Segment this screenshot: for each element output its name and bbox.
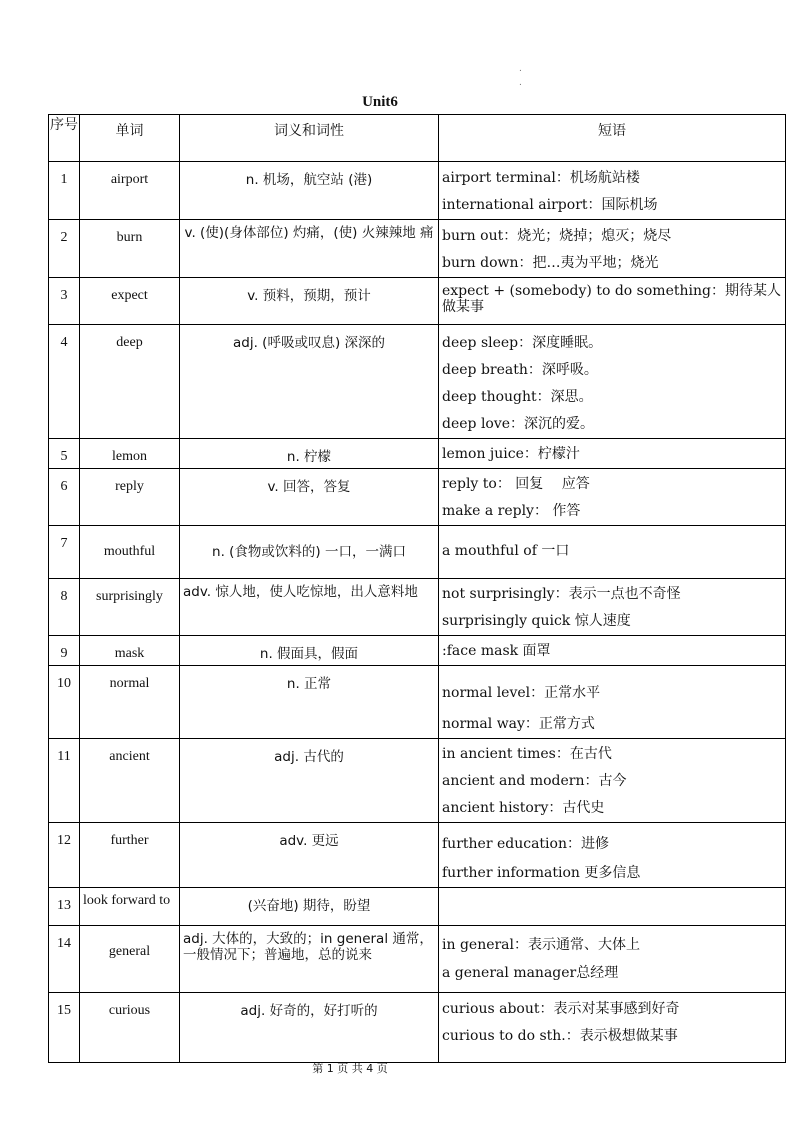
- word-cell: look forward to: [80, 888, 180, 926]
- meaning-cell: adv. 更远: [180, 823, 439, 888]
- meaning-cell: n. 假面具，假面: [180, 636, 439, 666]
- word-cell: curious: [80, 993, 180, 1063]
- phrase-line: in ancient times：在古代: [442, 746, 612, 762]
- row-number: 12: [49, 823, 80, 888]
- page-footer: 第 1 页 共 4 页: [312, 1062, 388, 1075]
- table-row: [49, 666, 786, 739]
- row-number: 15: [49, 993, 80, 1063]
- meaning-cell: v. 回答，答复: [180, 469, 439, 526]
- word-cell: reply: [80, 469, 180, 526]
- phrase-line: lemon juice：柠檬汁: [442, 446, 580, 462]
- header-number: 序号: [49, 115, 80, 162]
- phrase-line: deep love：深沉的爱。: [442, 416, 595, 432]
- phrases-cell: [439, 278, 786, 325]
- meaning-cell: adj. 大体的，大致的；in general 通常，一般情况下；普遍地，总的说来: [180, 926, 439, 993]
- phrase-line: in general：表示通常、大体上: [442, 937, 641, 953]
- phrase-line: a general manager总经理: [442, 965, 619, 981]
- meaning-cell: v. (使)(身体部位) 灼痛，(使) 火辣辣地 痛: [180, 220, 439, 278]
- phrases-cell: [439, 888, 786, 926]
- table-row: [49, 469, 786, 526]
- word-cell: lemon: [80, 439, 180, 469]
- phrase-line: ancient history：古代史: [442, 800, 605, 816]
- phrases-cell: [439, 636, 786, 666]
- phrases-cell: [439, 469, 786, 526]
- word-cell: expect: [80, 278, 180, 325]
- row-number: 13: [49, 888, 80, 926]
- header-phrases: 短语: [439, 115, 786, 162]
- corner-mark: .: [519, 64, 522, 74]
- meaning-cell: adj. 好奇的，好打听的: [180, 993, 439, 1063]
- page-title: Unit6: [362, 94, 398, 110]
- word-cell: surprisingly: [80, 579, 180, 636]
- word-cell: general: [80, 926, 180, 993]
- row-number: 3: [49, 278, 80, 325]
- phrases-cell: [439, 220, 786, 278]
- word-cell: mouthful: [80, 526, 180, 579]
- row-number: 4: [49, 325, 80, 439]
- phrase-line: deep sleep：深度睡眠。: [442, 335, 603, 351]
- phrase-line: international airport：国际机场: [442, 197, 658, 213]
- header-meaning: 词义和词性: [180, 115, 439, 162]
- phrases-cell: [439, 993, 786, 1063]
- phrase-line: burn down：把…夷为平地；烧光: [442, 255, 659, 271]
- phrase-line: make a reply： 作答: [442, 503, 581, 519]
- corner-marks: [519, 62, 522, 90]
- phrase-line: airport terminal：机场航站楼: [442, 170, 640, 186]
- phrases-cell: [439, 579, 786, 636]
- meaning-cell: n. 柠檬: [180, 439, 439, 469]
- meaning-cell: n. 正常: [180, 666, 439, 739]
- phrases-cell: [439, 162, 786, 220]
- row-number: 6: [49, 469, 80, 526]
- phrases-cell: [439, 439, 786, 469]
- meaning-cell: adv. 惊人地，使人吃惊地，出人意料地: [180, 579, 439, 636]
- vocabulary-table: [48, 114, 786, 1063]
- word-cell: airport: [80, 162, 180, 220]
- meaning-cell: v. 预料，预期，预计: [180, 278, 439, 325]
- row-number: 1: [49, 162, 80, 220]
- meaning-cell: adj. 古代的: [180, 739, 439, 823]
- word-cell: mask: [80, 636, 180, 666]
- table-row: [49, 636, 786, 666]
- phrase-line: expect + (somebody) to do something：期待某人做某事: [442, 283, 781, 315]
- phrase-line: further information 更多信息: [442, 865, 641, 881]
- phrase-line: curious about：表示对某事感到好奇: [442, 1001, 680, 1017]
- phrases-cell: [439, 823, 786, 888]
- phrase-line: not surprisingly：表示一点也不奇怪: [442, 586, 681, 602]
- table-row: [49, 926, 786, 993]
- word-cell: further: [80, 823, 180, 888]
- table-header-row: [49, 115, 786, 162]
- table-row: [49, 526, 786, 579]
- table-row: [49, 993, 786, 1063]
- phrase-line: normal way：正常方式: [442, 716, 595, 732]
- phrase-line: surprisingly quick 惊人速度: [442, 613, 631, 629]
- word-cell: ancient: [80, 739, 180, 823]
- table-row: [49, 888, 786, 926]
- phrase-line: :face mask 面罩: [442, 643, 551, 659]
- phrase-line: ancient and modern：古今: [442, 773, 627, 789]
- row-number: 14: [49, 926, 80, 993]
- phrases-cell: [439, 666, 786, 739]
- table-row: [49, 220, 786, 278]
- word-cell: normal: [80, 666, 180, 739]
- row-number: 9: [49, 636, 80, 666]
- table-row: [49, 278, 786, 325]
- corner-mark: .: [519, 78, 522, 88]
- table-row: [49, 823, 786, 888]
- meaning-cell: n. (食物或饮料的) 一口，一满口: [180, 526, 439, 579]
- meaning-cell: (兴奋地) 期待，盼望: [180, 888, 439, 926]
- row-number: 10: [49, 666, 80, 739]
- table-row: [49, 325, 786, 439]
- phrases-cell: [439, 325, 786, 439]
- row-number: 5: [49, 439, 80, 469]
- phrase-line: deep thought：深思。: [442, 389, 593, 405]
- meaning-cell: adj. (呼吸或叹息) 深深的: [180, 325, 439, 439]
- header-word: 单词: [80, 115, 180, 162]
- row-number: 8: [49, 579, 80, 636]
- table-row: [49, 162, 786, 220]
- phrase-line: normal level：正常水平: [442, 685, 601, 701]
- row-number: 7: [49, 526, 80, 579]
- meaning-cell: n. 机场，航空站 (港): [180, 162, 439, 220]
- table-row: [49, 579, 786, 636]
- phrase-line: a mouthful of 一口: [442, 543, 570, 559]
- row-number: 11: [49, 739, 80, 823]
- phrase-line: further education：进修: [442, 836, 609, 852]
- row-number: 2: [49, 220, 80, 278]
- table-row: [49, 439, 786, 469]
- word-cell: deep: [80, 325, 180, 439]
- phrase-line: curious to do sth.：表示极想做某事: [442, 1028, 678, 1044]
- phrases-cell: [439, 739, 786, 823]
- phrases-cell: [439, 926, 786, 993]
- phrase-line: deep breath：深呼吸。: [442, 362, 598, 378]
- table-row: [49, 739, 786, 823]
- phrase-line: burn out：烧光；烧掉；熄灭；烧尽: [442, 228, 672, 244]
- word-cell: burn: [80, 220, 180, 278]
- phrase-line: reply to： 回复 应答: [442, 476, 590, 492]
- phrases-cell: [439, 526, 786, 579]
